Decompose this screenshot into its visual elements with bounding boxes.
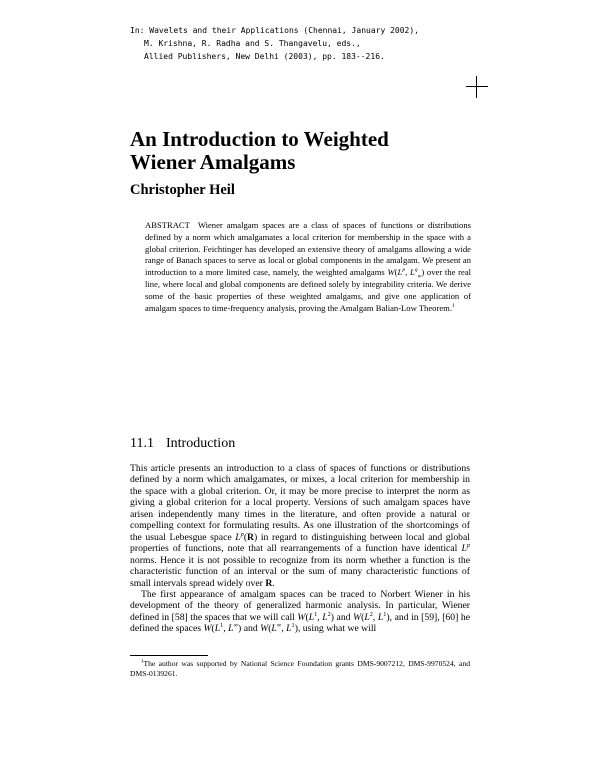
paragraph: The first appearance of amalgam spaces can be traced to Norbert Wiener in his development of the theory of generalized harmonic analysis. In particular, Wiener defined in [58] the spaces that we will call $W(L^1$, $L^2$) and $W(L^2$, $L^1$), and in [59], [60] he defined the spaces $W(L^1$, L∞) and W(L∞, $L^1$), using what we will <box>130 588 471 635</box>
math-w-l1-linf: $W(L^1$, L∞) <box>203 622 242 635</box>
math-lp: $L^p$ <box>461 541 470 555</box>
abstract-label: ABSTRACT <box>145 220 190 230</box>
section-heading <box>130 436 235 452</box>
math-weighted-amalgam: $W(L^p$, $L^q_w$) <box>387 267 425 280</box>
math-lp-r: $L^p(R)$ <box>235 530 258 543</box>
citation-line-2: M. Krishna, R. Radha and S. Thangavelu, eds., <box>144 39 361 48</box>
author-name: Christopher Heil <box>130 182 235 198</box>
abstract-text-a: Wiener amalgam spaces are a class of spaces of functions or distributions defined by a norm which amalgamates a local criterion for membership in the space with a global criterion. Feichtinger has developed an extensive theory of amalgams allowing a wide range of Banach spaces to serve as local or global components in the amalgam. We present an introduction to a more limited case, namely, the weighted amalgams <box>145 220 471 278</box>
crosshair-icon <box>466 76 488 98</box>
citation-line-3: Allied Publishers, New Delhi (2003), pp. 183--216. <box>144 52 385 61</box>
footnote-text: The author was supported by National Science Foundation grants DMS-9007212, DMS-9970524, and DMS-0139261. <box>130 659 470 679</box>
abstract-text-b: over the real line, where local and global components are defined solely by integrability criteria. We derive some of the basic properties of these weighted amalgams, and give one application of amalgam spaces to time-frequency analysis, proving the Amalgam Balian-Low Theorem. <box>145 267 472 313</box>
body-text <box>130 463 470 635</box>
paper-title <box>130 128 510 174</box>
math-w-linf-l1: W(L∞, $L^1$) <box>260 622 298 635</box>
section-title: Introduction <box>165 436 236 451</box>
math-w-l1-l2: $W(L^1$, $L^2$) <box>297 610 334 623</box>
footnote <box>130 659 470 680</box>
section-number: 11.1 <box>130 436 154 451</box>
math-r: R <box>265 577 273 589</box>
citation-header <box>130 24 430 63</box>
abstract-footnote-mark: 1 <box>451 302 455 309</box>
math-w-l2-l1: $W(L^2$, $L^1$) <box>353 610 390 623</box>
paragraph: This article presents an introduction to a class of spaces of functions or distributions defined by a norm which amalgamates, or mixes, a local criterion for membership in the space with a global criterion. Or, it may be more precise to interpret the norm as giving a global criterion for a local property. Versions of such amalgam spaces have arisen independently many times in the literature, and often provide a natural or compelling context for formulating results. As one illustration of the shortcomings of the usual Lebesgue space $L^p(R)$ in regard to distinguishing between local and global properties of functions, note that all rearrangements of a function have identical $L^p$ norms. Hence it is not possible to recognize from its norm whether a function is the characteristic function of an interval or the sum of many characteristic functions of small intervals spread widely over R. <box>130 463 470 589</box>
footnote-rule <box>130 655 208 656</box>
citation-line-1: In: Wavelets and their Applications (Chennai, January 2002), <box>130 26 419 35</box>
title-line-1: An Introduction to Weighted <box>130 127 389 151</box>
abstract <box>145 220 471 314</box>
footnote-mark: 1 <box>141 659 144 665</box>
title-line-2: Wiener Amalgams <box>130 150 296 174</box>
